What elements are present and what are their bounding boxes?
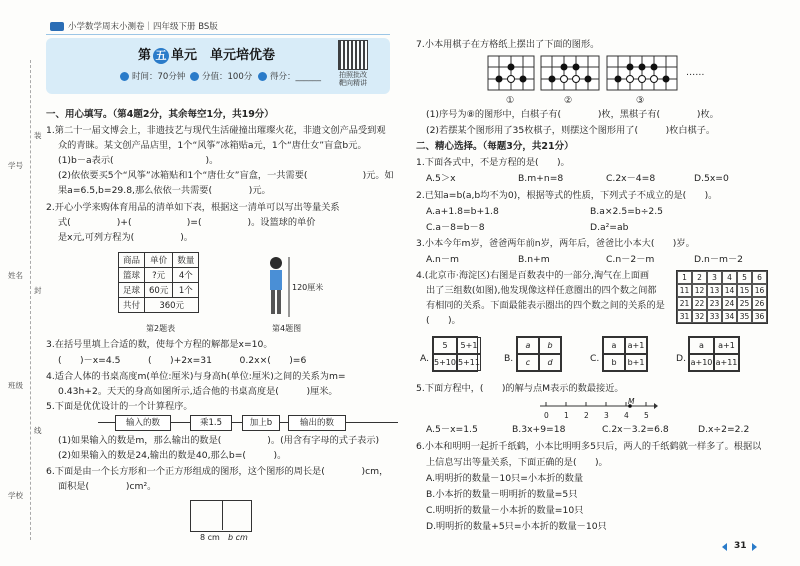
c4-option-c-label[interactable]: C. [590, 353, 600, 364]
table-caption: 第2题表 [146, 324, 176, 333]
c2-option-a[interactable]: A.a+1.8=b+1.8 [426, 206, 499, 217]
c4-line-a: 4.(北京市·海淀区)右图是百数表中的一部分,淘气在上面画 [416, 270, 650, 281]
c6-option-a[interactable]: A.明明折的数量－10只=小本折的数量 [426, 473, 584, 484]
side-label-number: 学号 [8, 161, 23, 170]
c3-option-c[interactable]: C.n－2－m [606, 254, 655, 265]
c6-option-c[interactable]: C.明明折的数量－小本折的数量=10只 [426, 505, 584, 516]
q2-line-b: 式( )+( )=( )。设篮球的单价 [58, 217, 316, 228]
c2-option-c[interactable]: C.a－8=b－8 [426, 222, 485, 233]
section-1-heading: 一、用心填写。（第4题2分，其余每空1分，共19分） [46, 109, 274, 120]
pattern-label-1: ① [506, 95, 515, 106]
side-label-name: 姓名 [8, 271, 23, 280]
option-cell: 5 [433, 337, 457, 354]
point-m-label: M [628, 397, 635, 406]
q3-text: 3.在括号里填上合适的数，使每个方程的解都是x=10。 [46, 339, 273, 350]
table-total-row [119, 298, 199, 313]
c5-option-d[interactable]: D.x÷2=2.2 [698, 424, 750, 435]
chess-pattern-3 [606, 55, 678, 93]
c4-option-b[interactable] [516, 336, 562, 372]
q1-line-c: (1)b－a表示( )。 [58, 155, 219, 166]
q1-line-d: (2)依依要买5个“风筝”冰箱贴和1个“唐仕女”盲盒，一共需要( )元。如 [58, 170, 394, 181]
hundred-chart-cell: 2 [692, 271, 707, 284]
c4-line-b: 出了三组数(如图),他发现像这样任意圈出的四个数之间都 [426, 285, 657, 296]
tick-3: 3 [604, 411, 609, 420]
hundred-chart-cell: 33 [707, 310, 722, 323]
brand-logo-icon [50, 22, 64, 31]
hundred-chart-cell: 3 [707, 271, 722, 284]
pattern-ellipsis: …… [686, 67, 705, 78]
option-cell: b [539, 337, 561, 354]
hundred-chart-cell: 24 [722, 297, 737, 310]
option-cell: b+1 [625, 354, 647, 371]
c2-text: 2.已知a=b(a,b均不为0)，根据等式的性质，下列式子不成立的是( )。 [416, 190, 718, 201]
side-label-class: 班级 [8, 381, 23, 390]
rectangle-figure [190, 500, 252, 532]
hundred-chart-cell: 15 [737, 284, 752, 297]
q5-sub-2: (2)如果输入的数是24,输出的数是40,那么b=( )。 [58, 450, 287, 461]
hundred-chart-cell: 32 [692, 310, 707, 323]
title-prefix: 第 [138, 48, 152, 63]
option-cell: d [539, 354, 561, 371]
option-cell: a+11 [714, 354, 739, 371]
hundred-chart-cell: 25 [737, 297, 752, 310]
side-tick-2: 封 [34, 286, 42, 295]
side-tick-1: 装 [34, 131, 42, 140]
c6-line-a: 6.小本和明明一起折千纸鹤，小本比明明多5只后，两人的千纸鹤就一样多了。根据以 [416, 441, 762, 452]
divider-line [222, 500, 223, 530]
hundred-chart-cell: 5 [737, 271, 752, 284]
c4-line-d: ( )。 [426, 315, 461, 326]
option-cell: c [517, 354, 539, 371]
c4-option-a-label[interactable]: A. [420, 353, 430, 364]
option-cell: a+10 [689, 354, 714, 371]
c3-option-b[interactable]: B.n+m [518, 254, 550, 265]
hundred-chart-cell: 26 [752, 297, 767, 310]
pen-icon [258, 72, 267, 81]
q1-line-a: 1.第二十一届文博会上，非遗技艺与现代生活碰撞出璀璨火花，非遗文创产品受到观 [46, 125, 386, 136]
got-info: 得分：______ [258, 70, 321, 82]
time-info: 时间：70分钟 [120, 70, 185, 82]
c1-option-c[interactable]: C.2x－4=8 [606, 173, 656, 184]
table-row [119, 283, 199, 298]
c5-text: 5.下面方程中，( )的解与点M表示的数最接近。 [416, 383, 624, 394]
hundred-chart-cell: 35 [737, 310, 752, 323]
chess-pattern-1 [487, 55, 535, 93]
tick-1: 1 [564, 411, 569, 420]
table-cell: 4个 [173, 268, 199, 283]
qr-code-icon[interactable] [338, 40, 368, 70]
table-cell: 足球 [119, 283, 145, 298]
option-cell: 5+1 [457, 337, 481, 354]
hundred-chart-cell: 4 [722, 271, 737, 284]
flow-input: 输入的数 [115, 415, 171, 431]
score-icon [190, 72, 199, 81]
q2-line-a: 2.开心小学来购体育用品的清单如下表，根据这一清单可以写出等量关系 [46, 202, 340, 213]
flow-multiply: 乘1.5 [190, 415, 232, 431]
q6-line-b: 面积是( )cm²。 [58, 481, 157, 492]
page-number: 31 [734, 541, 747, 551]
hundred-chart-cell: 11 [677, 284, 692, 297]
next-page-icon[interactable] [752, 543, 757, 551]
tick-0: 0 [544, 411, 549, 420]
prev-page-icon[interactable] [722, 543, 727, 551]
qr-caption: 拍照批改 靶向精讲 [339, 71, 367, 87]
option-cell: a [517, 337, 539, 354]
hundred-chart-cell: 1 [677, 271, 692, 284]
option-cell: a [603, 337, 625, 354]
table-header: 数量 [173, 253, 199, 268]
series-title: 小学数学周末小测卷｜四年级下册 BS版 [68, 22, 218, 32]
c4-option-b-label[interactable]: B. [504, 353, 514, 364]
table-header-row [119, 253, 199, 268]
title-suffix: 单元 单元培优卷 [171, 48, 276, 63]
option-cell: a+1 [625, 337, 647, 354]
option-cell: a+1 [714, 337, 739, 354]
hundred-chart-cell: 31 [677, 310, 692, 323]
hundred-chart-cell: 34 [722, 310, 737, 323]
table-cell: 60元 [145, 283, 173, 298]
unit-number: 五 [153, 48, 169, 64]
table-cell: 1个 [173, 283, 199, 298]
q7-text: 7.小本用棋子在方格纸上摆出了下面的图形。 [416, 39, 600, 50]
q4-line-a: 4.适合人体的书桌高度m(单位:厘米)与身高h(单位:厘米)之间的关系为m= [46, 371, 346, 382]
q7-sub-1: (1)序号为⑧的图形中，白棋子有( )枚，黑棋子有( )枚。 [426, 109, 719, 120]
c5-option-c[interactable]: C.2x－3.2=6.8 [602, 424, 669, 435]
c5-option-a[interactable]: A.5－x=1.5 [426, 424, 478, 435]
c6-line-b: 上信息写出等量关系，下面正确的是( )。 [426, 457, 608, 468]
c2-option-d[interactable]: D.a²=ab [590, 222, 629, 233]
q3-equations: ( )－x=4.5 ( )+2x=31 0.2x×( )=6 [58, 355, 307, 366]
q1-line-b: 众的青睐。某文创产品店里，1个“风筝”冰箱贴a元，1个“唐仕女”盲盒b元。 [58, 140, 367, 151]
c3-option-a[interactable]: A.n－m [426, 254, 460, 265]
c1-text: 1.下面各式中，不是方程的是( )。 [416, 157, 570, 168]
table-header: 单价 [145, 253, 173, 268]
c4-option-d[interactable] [688, 336, 740, 372]
hundred-chart-cell: 23 [707, 297, 722, 310]
table-cell: ?元 [145, 268, 173, 283]
binding-line [30, 60, 31, 540]
chess-pattern-2 [540, 55, 600, 93]
figure-caption: 第4题图 [272, 324, 302, 333]
hundred-chart-cell: 6 [752, 271, 767, 284]
c6-option-d[interactable]: D.明明折的数量+5只=小本折的数量－10只 [426, 521, 607, 532]
q6-line-a: 6.下面是由一个长方形和一个正方形组成的图形，这个图形的周长是( )cm， [46, 466, 389, 477]
flow-output: 输出的数 [288, 415, 346, 431]
fig-label-8: 8 cm [200, 533, 220, 542]
number-line [538, 396, 658, 424]
flow-add: 加上b [242, 415, 280, 431]
boy-figure-icon [262, 255, 292, 321]
hundred-chart [676, 270, 768, 324]
c4-option-a[interactable] [432, 336, 478, 372]
clock-icon [120, 72, 129, 81]
option-cell: a [689, 337, 714, 354]
q2-line-c: 是x元,可列方程为( )。 [58, 232, 193, 243]
tick-2: 2 [584, 411, 589, 420]
fig-label-b: b cm [228, 533, 248, 542]
c1-option-b[interactable]: B.m+n=8 [518, 173, 564, 184]
table-cell: 共付 [119, 298, 145, 313]
c4-line-c: 有相同的关系。下面最能表示圈出的四个数之间的关系的是 [426, 300, 665, 311]
table-header: 商品 [119, 253, 145, 268]
tick-5: 5 [644, 411, 649, 420]
hundred-chart-cell: 13 [707, 284, 722, 297]
section-2-heading: 二、精心选择。（每题3分，共21分） [416, 141, 574, 152]
hundred-chart-cell: 12 [692, 284, 707, 297]
c2-option-b[interactable]: B.a×2.5=b÷2.5 [590, 206, 664, 217]
c4-option-d-label[interactable]: D. [676, 353, 686, 364]
q5-sub-1: (1)如果输入的数是m，那么输出的数是( )。(用含有字母的式子表示) [58, 435, 380, 446]
pattern-label-3: ③ [636, 95, 645, 106]
c3-option-d[interactable]: D.n－m－2 [694, 254, 743, 265]
option-cell: 5+10 [433, 354, 457, 371]
c5-option-b[interactable]: B.3x+9=18 [512, 424, 566, 435]
c4-option-c[interactable] [602, 336, 648, 372]
c1-option-a[interactable]: A.5＞x [426, 173, 456, 184]
side-tick-3: 线 [34, 426, 42, 435]
price-table [118, 252, 199, 313]
score-info: 分值：100分 [190, 70, 252, 82]
q5-text: 5.下面是优优设计的一个计算程序。 [46, 401, 193, 412]
c3-text: 3.小本今年m岁，爸爸两年前n岁，两年后，爸爸比小本大( )岁。 [416, 238, 695, 249]
option-cell: b [603, 354, 625, 371]
height-label: 120厘米 [292, 283, 324, 292]
q7-sub-2: (2)若摆某个图形用了35枚棋子，则摆这个图形用了( )枚白棋子。 [426, 125, 716, 136]
table-cell: 篮球 [119, 268, 145, 283]
unit-title [138, 44, 275, 64]
c6-option-b[interactable]: B.小本折的数量－明明折的数量=5只 [426, 489, 578, 500]
q1-line-e: 果a=6.5,b=29.8,那么依依一共需要( )元。 [58, 185, 271, 196]
pattern-label-2: ② [564, 95, 573, 106]
hundred-chart-cell: 14 [722, 284, 737, 297]
hundred-chart-cell: 36 [752, 310, 767, 323]
hundred-chart-cell: 16 [752, 284, 767, 297]
hundred-chart-cell: 22 [692, 297, 707, 310]
table-total: 360元 [145, 298, 199, 313]
header-divider [46, 34, 390, 35]
hundred-chart-cell: 21 [677, 297, 692, 310]
q4-line-b: 0.43h+2。天天的身高如图所示,适合他的书桌高度是( )厘米。 [58, 386, 338, 397]
c1-option-d[interactable]: D.5x=0 [694, 173, 729, 184]
option-cell: 5+11 [457, 354, 481, 371]
table-row [119, 268, 199, 283]
tick-4: 4 [624, 411, 629, 420]
side-label-school: 学校 [8, 491, 23, 500]
